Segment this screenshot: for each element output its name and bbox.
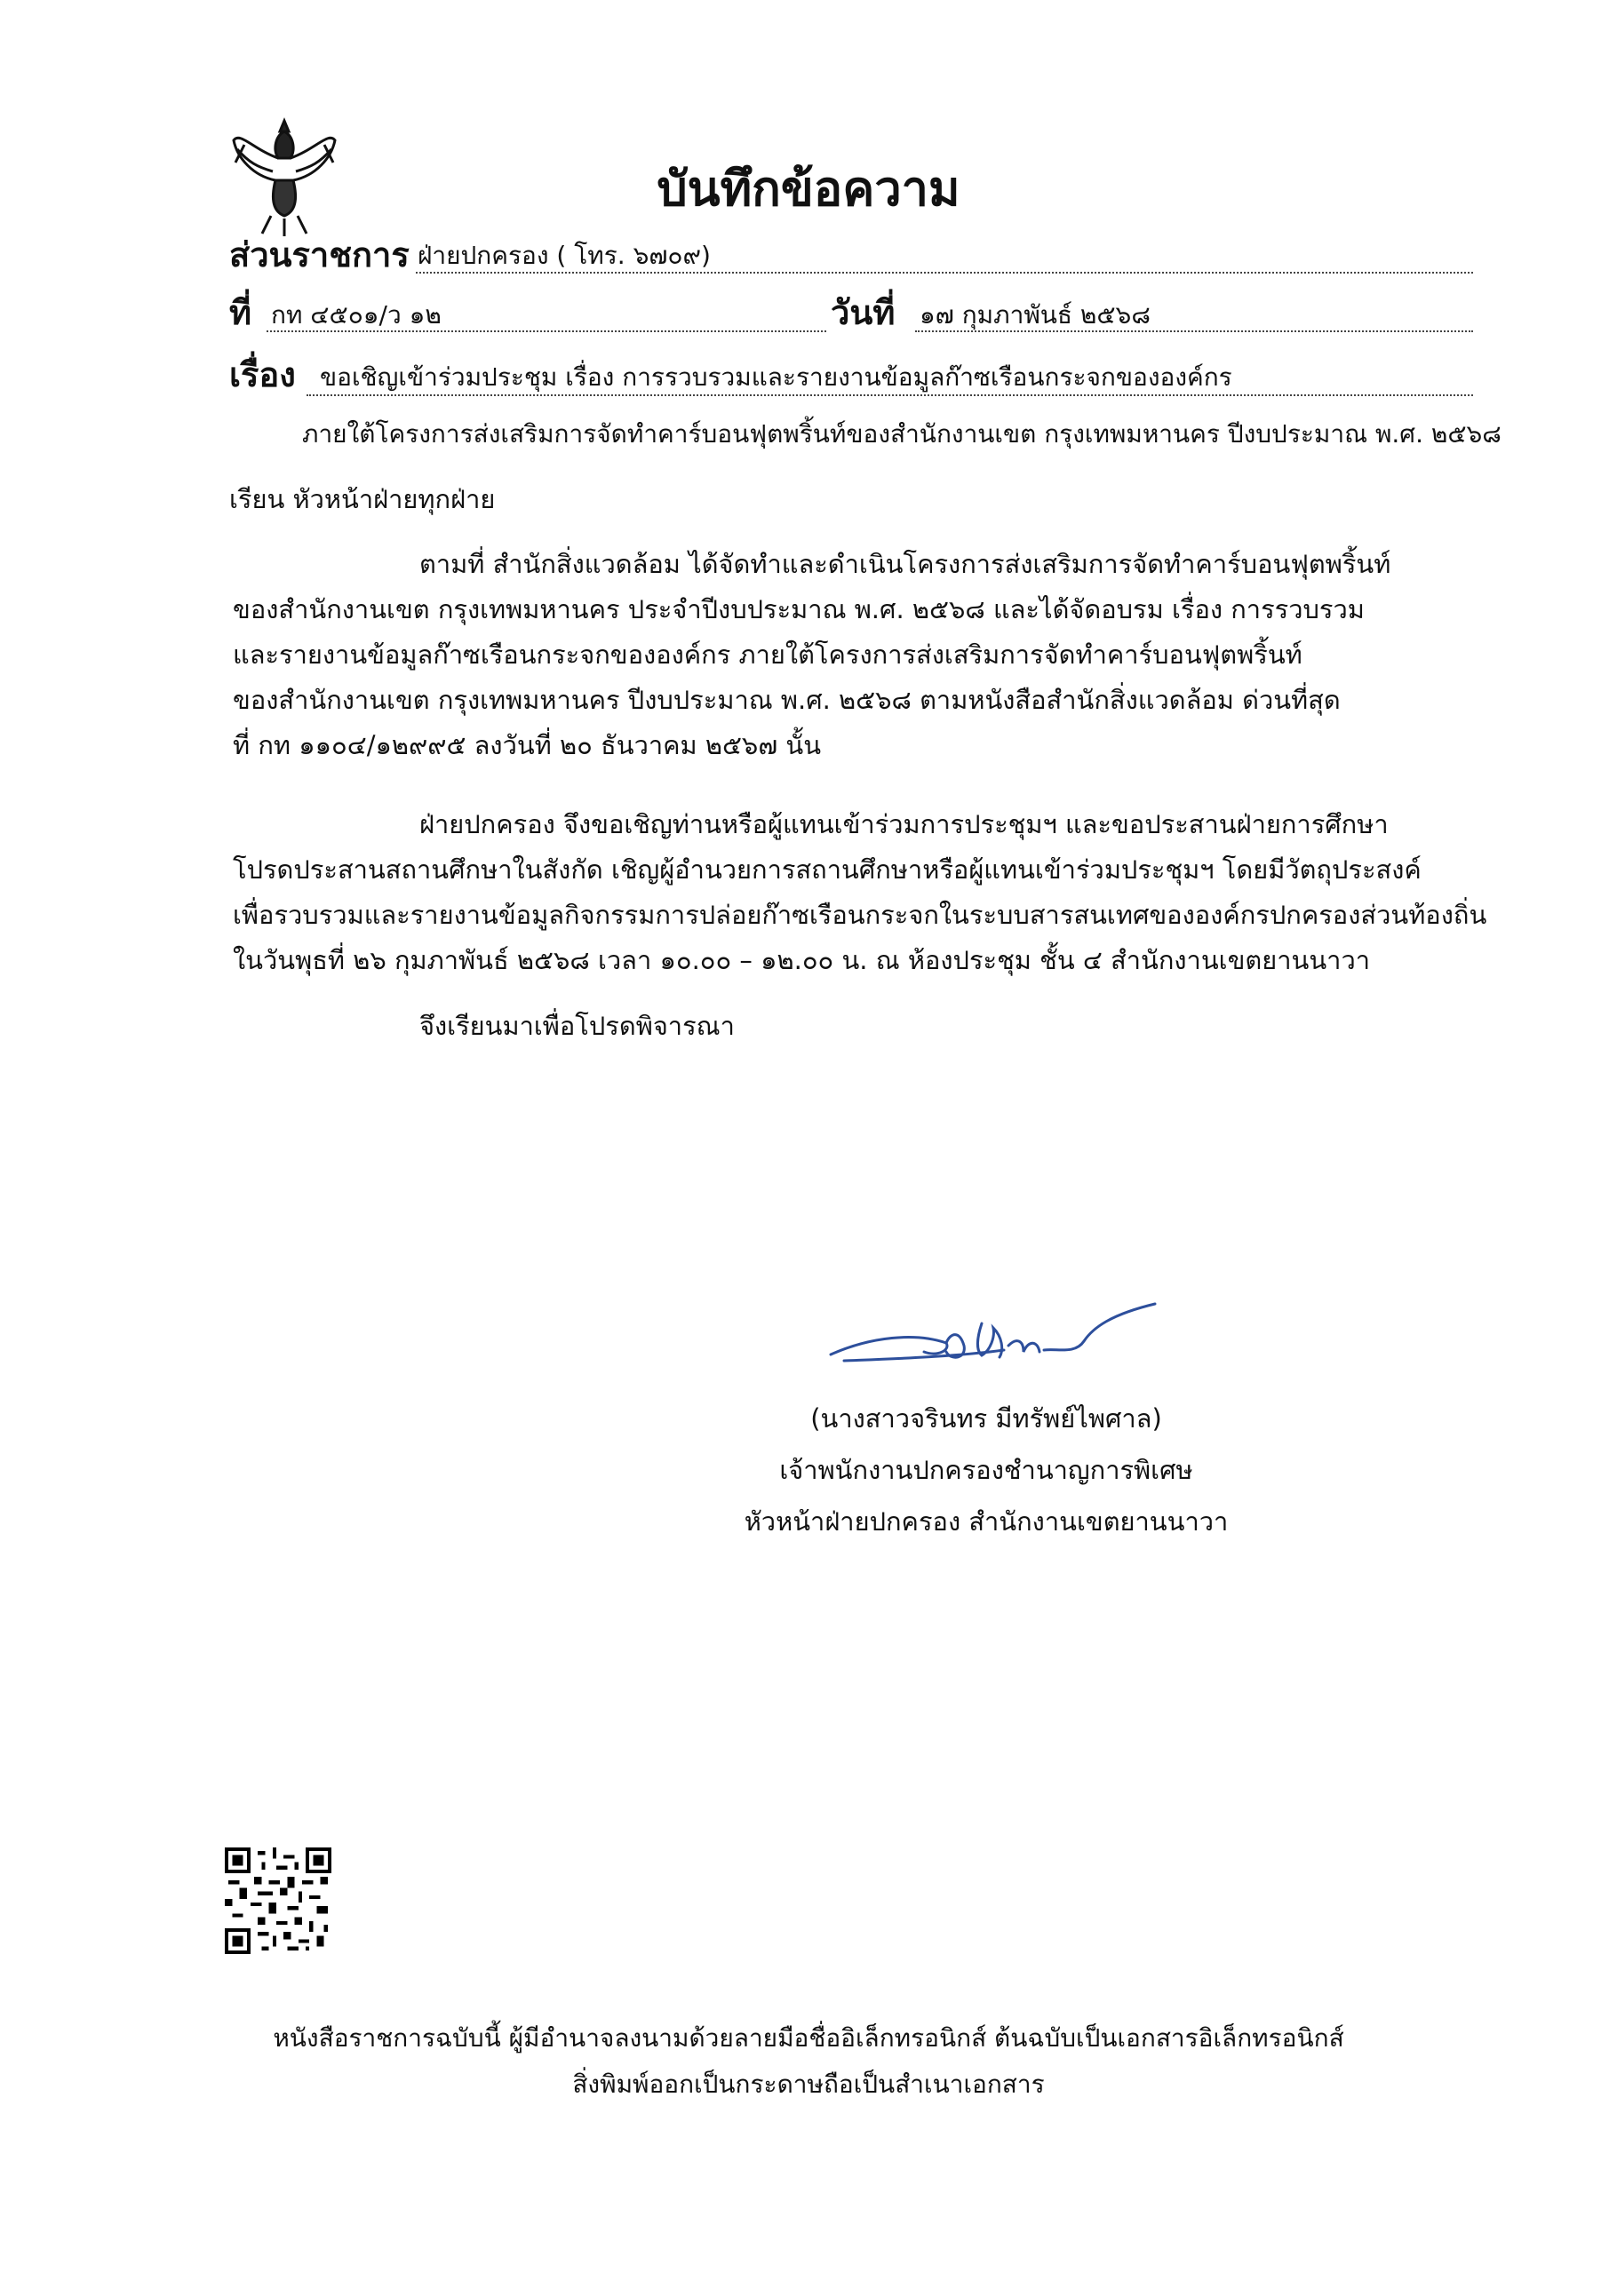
salutation: เรียน หัวหน้าฝ่ายทุกฝ่าย	[229, 484, 496, 514]
closing-line: จึงเรียนมาเพื่อโปรดพิจารณา	[419, 1011, 735, 1041]
ref-label: ที่	[229, 293, 252, 332]
paragraph-line: ฝ่ายปกครอง จึงขอเชิญท่านหรือผู้แทนเข้าร่วมการประชุมฯ และขอประสานฝ่ายการศึกษา	[419, 809, 1389, 839]
paragraph-line: และรายงานข้อมูลก๊าซเรือนกระจกขององค์กร ภายใต้โครงการส่งเสริมการจัดทำคาร์บอนฟุตพริ้นท์	[233, 640, 1302, 670]
subject-label: เรื่อง	[229, 355, 296, 394]
subject-continuation: ภายใต้โครงการส่งเสริมการจัดทำคาร์บอนฟุตพริ้นท์ของสำนักงานเขต กรุงเทพมหานคร ปีงบประมาณ พ.ศ. ๒๕๖๘	[302, 419, 1502, 449]
signer-department: หัวหน้าฝ่ายปกครอง สำนักงานเขตยานนาวา	[744, 1506, 1229, 1537]
signer-name: (นางสาวจรินทร มีทรัพย์ไพศาล)	[810, 1403, 1162, 1434]
ref-dotline	[267, 330, 826, 332]
paragraph-line: ตามที่ สำนักสิ่งแวดล้อม ได้จัดทำและดำเนินโครงการส่งเสริมการจัดทำคาร์บอนฟุตพริ้นท์	[419, 549, 1391, 579]
document-title: บันทึกข้อความ	[657, 161, 960, 217]
department-dotline	[416, 272, 1473, 274]
paragraph-line: โปรดประสานสถานศึกษาในสังกัด เชิญผู้อำนวยการสถานศึกษาหรือผู้แทนเข้าร่วมประชุมฯ โดยมีวัตถุประสงค์	[233, 854, 1422, 885]
footer-line-2: สิ่งพิมพ์ออกเป็นกระดาษถือเป็นสำเนาเอกสาร	[572, 2070, 1045, 2099]
paragraph-line: เพื่อรวบรวมและรายงานข้อมูลกิจกรรมการปล่อยก๊าซเรือนกระจกในระบบสารสนเทศขององค์กรปกครองส่วนท้องถิ่น	[233, 900, 1487, 930]
date-dotline	[915, 330, 1473, 332]
paragraph-line: ของสำนักงานเขต กรุงเทพมหานคร ประจำปีงบประมาณ พ.ศ. ๒๕๖๘ และได้จัดอบรม เรื่อง การรวบรวม	[233, 594, 1365, 624]
paragraph-line: ในวันพุธที่ ๒๖ กุมภาพันธ์ ๒๕๖๘ เวลา ๑๐.๐๐ – ๑๒.๐๐ น. ณ ห้องประชุม ชั้น ๔ สำนักงานเขตยานนาวา	[233, 945, 1371, 975]
ref-value: กท ๔๕๐๑/ว ๑๒	[271, 300, 442, 330]
date-label: วันที่	[831, 293, 896, 332]
date-value: ๑๗ กุมภาพันธ์ ๒๕๖๘	[920, 300, 1151, 330]
footer-line-1: หนังสือราชการฉบับนี้ ผู้มีอำนาจลงนามด้วยลายมือชื่ออิเล็กทรอนิกส์ ต้นฉบับเป็นเอกสารอิเล็กทรอนิกส์	[273, 2023, 1344, 2053]
body-paragraph-1	[233, 542, 1477, 768]
handwritten-signature	[817, 1297, 1173, 1377]
subject-value: ขอเชิญเข้าร่วมประชุม เรื่อง การรวบรวมและรายงานข้อมูลก๊าซเรือนกระจกขององค์กร	[320, 362, 1232, 392]
signer-position: เจ้าพนักงานปกครองชำนาญการพิเศษ	[779, 1455, 1193, 1485]
qr-code-icon	[225, 1847, 331, 1954]
subject-dotline	[307, 394, 1473, 396]
body-paragraph-2	[233, 802, 1487, 983]
department-value: ฝ่ายปกครอง ( โทร. ๖๗๐๙)	[418, 241, 711, 270]
department-label: ส่วนราชการ	[229, 235, 410, 274]
paragraph-line: ที่ กท ๑๑๐๔/๑๒๙๙๕ ลงวันที่ ๒๐ ธันวาคม ๒๕๖๗ นั้น	[233, 730, 822, 760]
paragraph-line: ของสำนักงานเขต กรุงเทพมหานคร ปีงบประมาณ พ.ศ. ๒๕๖๘ ตามหนังสือสำนักสิ่งแวดล้อม ด่วนที่สุด	[233, 685, 1341, 715]
